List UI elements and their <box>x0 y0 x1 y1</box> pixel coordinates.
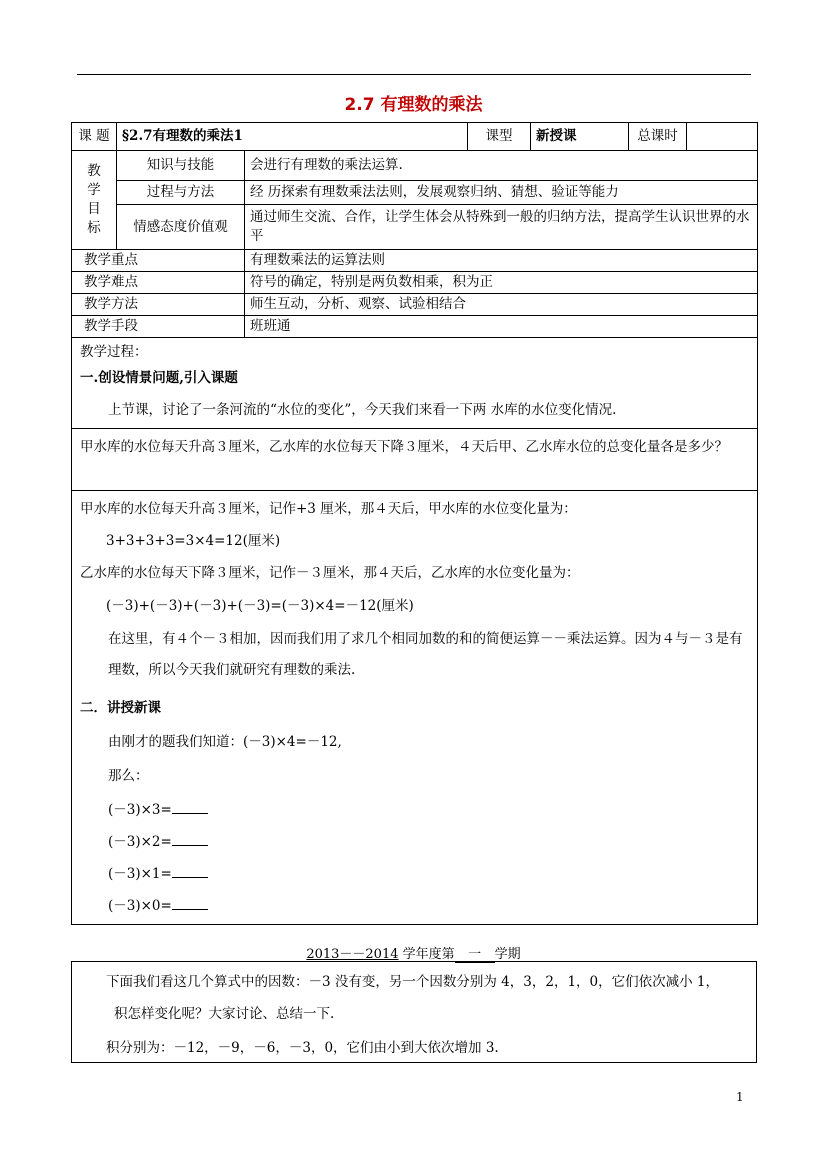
header-row <box>72 123 758 151</box>
info-label: 教学重点 <box>72 250 245 272</box>
type-label: 课型 <box>468 123 531 151</box>
term-end: 学期 <box>494 947 521 962</box>
objective-row <box>72 181 758 205</box>
process-heading: 教学过程： <box>80 344 148 360</box>
process-main-cell <box>72 491 758 925</box>
info-label: 教学方法 <box>72 294 245 316</box>
paragraph: 下面我们看这几个算式中的因数：－3 没有变，另一个因数分别为 4，3，2，1，0，它们依次减小 1， <box>106 974 719 990</box>
answer-blank <box>172 897 208 910</box>
objective-value: 经 历探索有理数乘法法则，发展观察归纳、猜想、验证等能力 <box>245 181 758 205</box>
lesson-plan-table <box>71 122 758 925</box>
section-title: 二．讲授新课 <box>80 700 161 716</box>
info-label: 教学难点 <box>72 272 245 294</box>
page-number: 1 <box>736 1090 744 1104</box>
objective-value: 会进行有理数的乘法运算. <box>245 151 758 181</box>
formula: (－3)+(－3)+(－3)+(－3)=(－3)×4=－12(厘米) <box>106 598 414 614</box>
type-value: 新授课 <box>531 123 629 151</box>
info-row <box>72 250 758 272</box>
term-footer <box>0 943 827 963</box>
formula: 3+3+3+3=3×4=12(厘米) <box>106 533 281 549</box>
process-intro-cell <box>72 338 758 429</box>
exercise: (－3)×0= <box>80 896 749 916</box>
course-label: 课 题 <box>72 123 117 151</box>
hours-label: 总课时 <box>629 123 687 151</box>
objective-row <box>72 151 758 181</box>
paragraph: 那么： <box>108 768 149 784</box>
objective-label: 过程与方法 <box>117 181 245 205</box>
info-value: 班班通 <box>245 316 758 338</box>
paragraph: 甲水库的水位每天升高３厘米，记作+3 厘米，那４天后，甲水库的水位变化量为： <box>80 501 577 517</box>
paragraph: 积怎样变化呢？大家讨论、总结一下. <box>114 1006 335 1022</box>
info-row <box>72 316 758 338</box>
header-rule <box>77 74 751 75</box>
info-value: 有理数乘法的运算法则 <box>245 250 758 272</box>
answer-blank <box>172 801 208 814</box>
continuation-box <box>71 961 757 1063</box>
paragraph: 乙水库的水位每天下降３厘米，记作－３厘米，那４天后，乙水库的水位变化量为： <box>80 565 580 581</box>
page-title: 2.7 有理数的乘法 <box>344 95 483 115</box>
answer-blank <box>172 833 208 846</box>
hours-value <box>687 123 758 151</box>
exercise: (－3)×2= <box>80 832 749 852</box>
paragraph: 上节课，讨论了一条河流的“水位的变化”，今天我们来看一下两 水库的水位变化情况. <box>108 402 617 418</box>
course-value: §2.7有理数的乘法1 <box>117 123 468 151</box>
paragraph: 在这里，有４个－３相加，因而我们用了求几个相同加数的和的简便运算－－乘法运算。因为４与－３是有理数，所以今天我们就研究有理数的乘法. <box>108 631 743 678</box>
info-label: 教学手段 <box>72 316 245 338</box>
objectives-label: 教 学 目 标 <box>72 151 117 250</box>
objective-label: 知识与技能 <box>117 151 245 181</box>
term-number: 一 <box>455 943 495 963</box>
school-year: 2013－－2014 <box>306 947 399 962</box>
process-main-row <box>72 491 758 925</box>
paragraph: 由刚才的题我们知道：(－3)×4=－12, <box>108 734 342 750</box>
process-intro-row <box>72 338 758 429</box>
info-value: 符号的确定，特别是两负数相乘，积为正 <box>245 272 758 294</box>
section-title: 一.创设情景问题,引入课题 <box>80 370 238 386</box>
info-value: 师生互动，分析、观察、试验相结合 <box>245 294 758 316</box>
objective-label: 情感态度价值观 <box>117 205 245 250</box>
paragraph: 积分别为：－12，－9，－6，－3，0，它们由小到大依次增加 3. <box>106 1040 499 1056</box>
exercise: (－3)×3= <box>80 800 749 820</box>
question-cell: 甲水库的水位每天升高３厘米，乙水库的水位每天下降３厘米，４天后甲、乙水库水位的总变化量各是多少？ <box>72 429 758 491</box>
question-row <box>72 429 758 491</box>
objective-row <box>72 205 758 250</box>
term-middle: 学年度第 <box>402 947 455 962</box>
objective-value: 通过师生交流、合作，让学生体会从特殊到一般的归纳方法，提高学生认识世界的水平 <box>245 205 758 250</box>
info-row <box>72 294 758 316</box>
answer-blank <box>172 865 208 878</box>
exercise: (－3)×1= <box>80 864 749 884</box>
info-row <box>72 272 758 294</box>
